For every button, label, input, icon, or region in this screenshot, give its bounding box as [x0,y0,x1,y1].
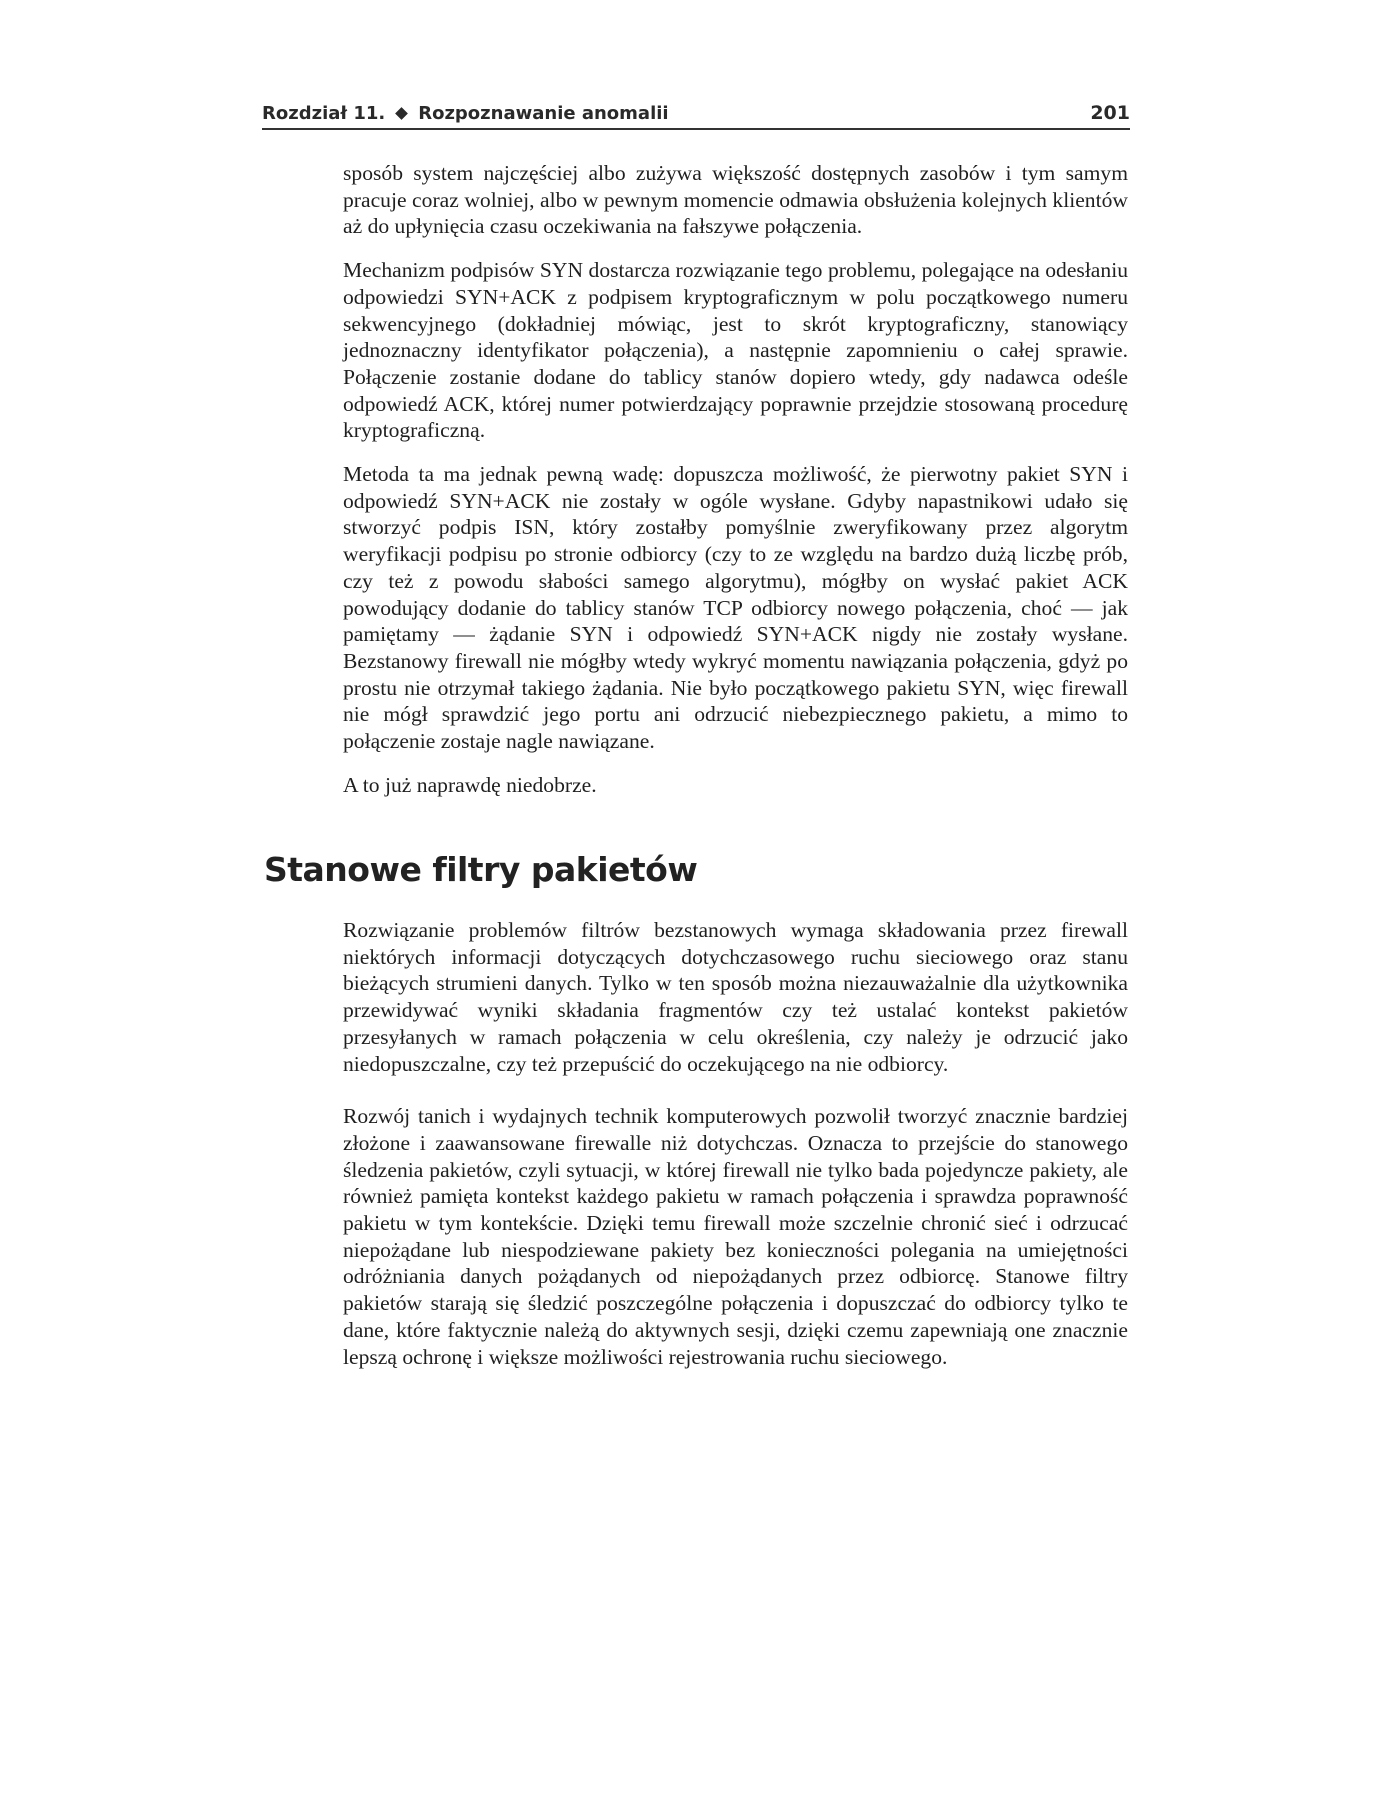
paragraph: sposób system najczęściej albo zużywa większość dostępnych zasobów i tym samym pracuje coraz wolniej, albo w pewnym momencie odmawia obsłużenia kolejnych klientów aż do upłynięcia czasu oczekiwania na fałszywe połączenia. [343,161,1128,239]
paragraph: Rozwiązanie problemów filtrów bezstanowych wymaga składowania przez firewall niektórych informacji dotyczących dotychczasowego ruchu sieciowego oraz stanu bieżących strumieni danych. Tylko w ten sposób można niezauważalnie dla użytkownika przewidywać wyniki składania fragmentów czy też ustalać kontekst pakietów przesyłanych w ramach połączenia w celu określenia, czy należy je odrzucić jako niedopuszczalne, czy też przepuścić do oczekującego na nie odbiorcy. [343,918,1128,1076]
section-heading: Stanowe filtry pakietów [264,850,698,889]
paragraph: A to już naprawdę niedobrze. [343,772,597,797]
paragraph: Mechanizm podpisów SYN dostarcza rozwiązanie tego problemu, polegające na odesłaniu odpowiedzi SYN+ACK z podpisem kryptograficznym w polu początkowego numeru sekwencyjnego (dokładniej mówiąc, jest to skrót kryptograficzny, stanowiący jednoznaczny identyfikator połączenia), a następnie zapomnieniu o całej sprawie. Połączenie zostanie dodane do tablicy stanów dopiero wtedy, gdy nadawca odeśle odpowiedź ACK, której numer potwierdzający poprawnie przejdzie stosowaną procedurę kryptograficzną. [343,258,1128,443]
body-text-bottom [343,917,1128,1387]
paragraph: Metoda ta ma jednak pewną wadę: dopuszcza możliwość, że pierwotny pakiet SYN i odpowiedź SYN+ACK nie zostały w ogóle wysłane. Gdyby napastnikowi udało się stworzyć podpis ISN, który zostałby pomyślnie zweryfikowany przez algorytm weryfikacji podpisu po stronie odbiorcy (czy to ze względu na bardzo dużą liczbę prób, czy też z powodu słabości samego algorytmu), mógłby on wysłać pakiet ACK powodujący dodanie do tablicy stanów TCP odbiorcy nowego połączenia, choć — jak pamiętamy — żądanie SYN i odpowiedź SYN+ACK nigdy nie zostały wysłane. Bezstanowy firewall nie mógłby wtedy wykryć momentu nawiązania połączenia, gdyż po prostu nie otrzymał takiego żądania. Nie było początkowego pakietu SYN, więc firewall nie mógł sprawdzić jego portu ani odrzucić niebezpiecznego pakietu, a mimo to połączenie zostaje nagle nawiązane. [343,462,1128,754]
paragraph: Rozwój tanich i wydajnych technik komputerowych pozwolił tworzyć znacznie bardziej złożone i zaawansowane firewalle niż dotychczas. Oznacza to przejście do stanowego śledzenia pakietów, czyli sytuacji, w której firewall nie tylko bada pojedyncze pakiety, ale również pamięta kontekst każdego pakietu w ramach połączenia i sprawdza poprawność pakietu w tym kontekście. Dzięki temu firewall może szczelnie chronić sieć i odrzucać niepożądane lub niespodziewane pakiety bez konieczności polegania na umiejętności odróżniania danych pożądanych od niepożądanych przez odbiorcę. Stanowe filtry pakietów starają się śledzić poszczególne połączenia i dopuszczać do odbiorcy tylko te dane, które faktycznie należą do aktywnych sesji, dzięki czemu zapewniają one znacznie lepszą ochronę i większe możliwości rejestrowania ruchu sieciowego. [343,1104,1128,1369]
chapter-label: Rozdział 11. [262,103,386,124]
running-head-left [262,103,669,128]
chapter-title: Rozpoznawanie anomalii [418,103,669,124]
page-number: 201 [1090,102,1130,124]
running-head [262,100,1130,130]
diamond-icon [395,107,408,120]
body-text-top [343,160,1128,815]
